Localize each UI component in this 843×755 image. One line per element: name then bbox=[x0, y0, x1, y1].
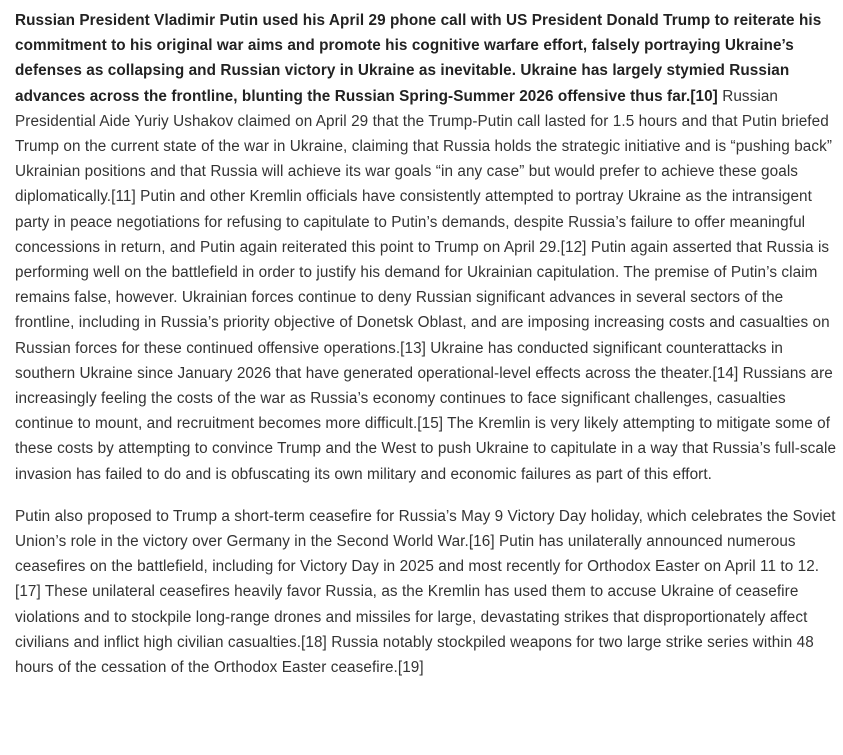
paragraph-body-text: Russian Presidential Aide Yuriy Ushakov claimed on April 29 that the Trump-Putin call lasted for 1.5 hours and that Putin briefed Trump on the current state of the war in Ukraine, claiming that Russia holds the strategic initiative and is “pushing back” Ukrainian positions and that Russia will achieve its war goals “in any case” but would prefer to achieve these goals diplomatically.[11] Putin and other Kremlin officials have consistently attempted to portray Ukraine as the intransigent party in peace negotiations for refusing to capitulate to Putin’s demands, despite Russia’s failure to offer meaningful concessions in return, and Putin again reiterated this point to Trump on April 29.[12] Putin again asserted that Russia is performing well on the battlefield in order to justify his demand for Ukrainian capitulation. The premise of Putin’s claim remains false, however. Ukrainian forces continue to deny Russian significant advances in several sectors of the frontline, including in Russia’s priority objective of Donetsk Oblast, and are imposing increasing costs and casualties on Russian forces for these continued offensive operations.[13] Ukraine has conducted significant counterattacks in southern Ukraine since January 2026 that have generated operational-level effects across the theater.[14] Russians are increasingly feeling the costs of the war as Russia’s economy continues to face significant challenges, casualties continue to mount, and recruitment becomes more difficult.[15] The Kremlin is very likely attempting to mitigate some of these costs by attempting to convince Trump and the West to push Ukraine to capitulate in a way that Russia’s full-scale invasion has failed to do and is obfuscating its own military and economic failures as part of this effort. bbox=[15, 87, 837, 483]
paragraph-lead-bold: Russian President Vladimir Putin used his April 29 phone call with US President Donald Trump to reiterate his commitment to his original war aims and promote his cognitive warfare effort, falsely portraying Ukraine’s defenses as collapsing and Russian victory in Ukraine as inevitable. Ukraine has largely stymied Russian advances across the frontline, blunting the Russian Spring-Summer 2026 offensive thus far.[10] bbox=[15, 12, 822, 105]
paragraph-body-text: Putin also proposed to Trump a short-term ceasefire for Russia’s May 9 Victory Day holiday, which celebrates the Soviet Union’s role in the victory over Germany in the Second World War.[16] Putin has unilaterally announced numerous ceasefires on the battlefield, including for Victory Day in 2025 and most recently for Orthodox Easter on April 11 to 12.[17] These unilateral ceasefires heavily favor Russia, as the Kremlin has used them to accuse Ukraine of ceasefire violations and to stockpile long-range drones and missiles for large, devastating strikes that disproportionately affect civilians and inflict high civilian casualties.[18] Russia notably stockpiled weapons for two large strike series within 48 hours of the cessation of the Orthodox Easter ceasefire.[19] bbox=[15, 507, 836, 677]
paragraph-victory-day-ceasefire bbox=[15, 504, 839, 680]
paragraph-putin-trump-call bbox=[15, 8, 839, 487]
